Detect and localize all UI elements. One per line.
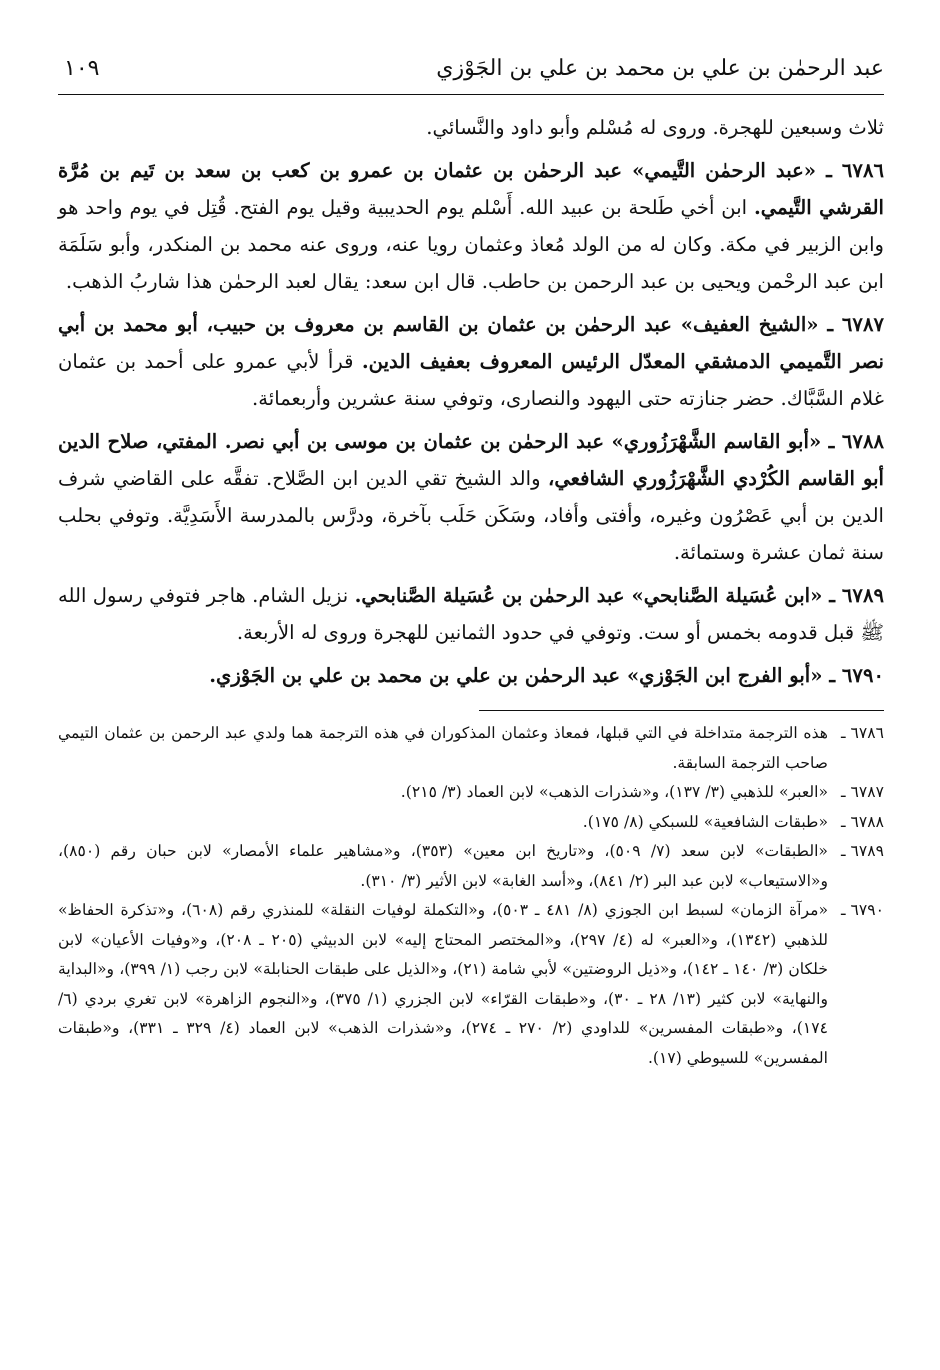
footnote-text: «الطبقات» لابن سعد (٧/ ٥٠٩)، و«تاريخ ابن معين» (٣٥٣)، و«مشاهير علماء الأمصار» لابن حبان رقم (٨٥٠)، و«الاستيعاب» لابن عبد البر (٢/ ٨٤١)، و«أسد الغابة» لابن الأثير (٣/ ٣١٠). [58, 842, 828, 890]
footnote-number: ٦٧٨٨ ـ [840, 812, 884, 831]
footnote-number: ٦٧٨٦ ـ [840, 724, 884, 742]
entry-heading: ٦٧٨٩ ـ «ابن عُسَيلة الصَّنابحي» عبد الرحمٰن بن عُسَيلة الصَّنابحي. [354, 584, 885, 607]
footnote-6790 [58, 896, 884, 1073]
entry-6788 [58, 423, 884, 571]
entry-heading: ٦٧٨٦ ـ «عبد الرحمٰن التَّيمي» عبد الرحمٰن بن عثمان بن عمرو بن كعب بن سعد بن تَيم بن مُرَّة القرشي التَّيمي. [58, 159, 884, 219]
footnote-divider [479, 710, 884, 711]
main-text [58, 109, 884, 694]
footnote-number: ٦٧٩٠ ـ [840, 901, 884, 919]
footnote-6789 [58, 837, 884, 896]
entry-body: ابن أخي طَلحة بن عبيد الله. أَسْلم يوم الحديبية وقيل يوم الفتح. قُتِل في يوم واحد هو وابن الزبير في مكة. وكان له من الولد مُعاذ وعثمان رويا عنه، وروى عنه محمد بن المنكدر، وأبو سَلَمَة ابن عبد الرحْمن ويحيى بن عبد الرحمن بن حاطب. قال ابن سعد: يقال لعبد الرحمٰن هذا شاربُ الذهب. [58, 196, 884, 293]
entry-6787 [58, 306, 884, 417]
entry-continuation [58, 109, 884, 146]
entry-heading: ٦٧٨٧ ـ «الشيخ العفيف» عبد الرحمٰن بن عثمان بن القاسم بن معروف بن حبيب، أبو محمد بن أبي نصر التَّميمي الدمشقي المعدّل الرئيس المعروف بعفيف الدين. [58, 313, 884, 373]
entry-6790 [58, 657, 884, 694]
entry-heading: ٦٧٩٠ ـ «أبو الفرج ابن الجَوْزي» عبد الرحمٰن بن علي بن محمد بن علي بن الجَوْزي. [209, 664, 884, 687]
entry-body: والد الشيخ تقي الدين ابن الصَّلاح. تفقَّه على القاضي شرف الدين بن أبي عَصْرُون وغيره، وأفتى وأفاد، وسَكَن حَلَب بآخرة، ودرَّس بالمدرسة الأَسَدِيَّة. وتوفي بحلب سنة ثمان عشرة وستمائة. [58, 467, 884, 564]
book-page [58, 52, 884, 1370]
entry-heading: ٦٧٨٨ ـ «أبو القاسم الشَّهْرَزُوري» عبد الرحمٰن بن عثمان بن موسى بن أبي نصر. المفتي، صلاح الدين أبو القاسم الكُرْدي الشَّهْرَزُوري الشافعي، [58, 430, 884, 490]
entry-body: ثلاث وسبعين للهجرة. وروى له مُسْلم وأبو داود والنَّسائي. [426, 116, 884, 139]
footnote-6786 [58, 719, 884, 778]
footnote-number: ٦٧٨٩ ـ [840, 842, 884, 860]
footnote-text: «العبر» للذهبي (٣/ ١٣٧)، و«شذرات الذهب» لابن العماد (٣/ ٢١٥). [400, 783, 828, 801]
footnotes [58, 719, 884, 1073]
footnote-text: «مرآة الزمان» لسبط ابن الجوزي (٨/ ٤٨١ ـ ٥٠٣)، و«التكملة لوفيات النقلة» للمنذري رقم (٦٠٨)، و«تذكرة الحفاظ» للذهبي (١٣٤٢)، و«العبر» له (٤/ ٢٩٧)، و«المختصر المحتاج إليه» لابن الدبيثي (٢٠٥ ـ ٢٠٨)، و«وفيات الأعيان» لابن خلكان (٣/ ١٤٠ ـ ١٤٢)، و«ذيل الروضتين» لأبي شامة (٢١)، و«الذيل على طبقات الحنابلة» لابن رجب (١/ ٣٩٩)، و«البداية والنهاية» لابن كثير (١٣/ ٢٨ ـ ٣٠)، و«طبقات القرّاء» لابن الجزري (١/ ٣٧٥)، و«النجوم الزاهرة» لابن تغري بردي (٦/ ١٧٤)، و«طبقات المفسرين» للداودي (٢/ ٢٧٠ ـ ٢٧٤)، و«شذرات الذهب» لابن العماد (٤/ ٣٢٩ ـ ٣٣١)، و«طبقات المفسرين» للسيوطي (١٧). [58, 901, 829, 1067]
footnote-6788 [58, 808, 884, 838]
entry-6789 [58, 577, 884, 651]
running-header [58, 52, 884, 95]
page-number: ١٠٩ [64, 56, 100, 81]
footnote-number: ٦٧٨٧ ـ [840, 783, 884, 801]
footnote-text: «طبقات الشافعية» للسبكي (٨/ ١٧٥). [582, 812, 828, 831]
footnote-text: هذه الترجمة متداخلة في التي قبلها، فمعاذ وعثمان المذكوران في هذه الترجمة هما ولدي عبد الرحمن بن عثمان التيمي صاحب الترجمة السابقة. [58, 724, 828, 772]
entry-body: قرأ لأبي عمرو على أحمد بن عثمان غلام السَّبَّاك. حضر جنازته حتى اليهود والنصارى، وتوفي سنة عشرين وأربعمائة. [58, 350, 884, 410]
entry-body: نزيل الشام. هاجر فتوفي رسول الله ﷺ قبل قدومه بخمس أو ست. وتوفي في حدود الثمانين للهجرة وروى له الأربعة. [58, 584, 884, 644]
running-header-title: عبد الرحمٰن بن علي بن محمد بن علي بن الجَوْزي [436, 56, 884, 81]
footnote-6787 [58, 778, 884, 808]
entry-6786 [58, 152, 884, 300]
